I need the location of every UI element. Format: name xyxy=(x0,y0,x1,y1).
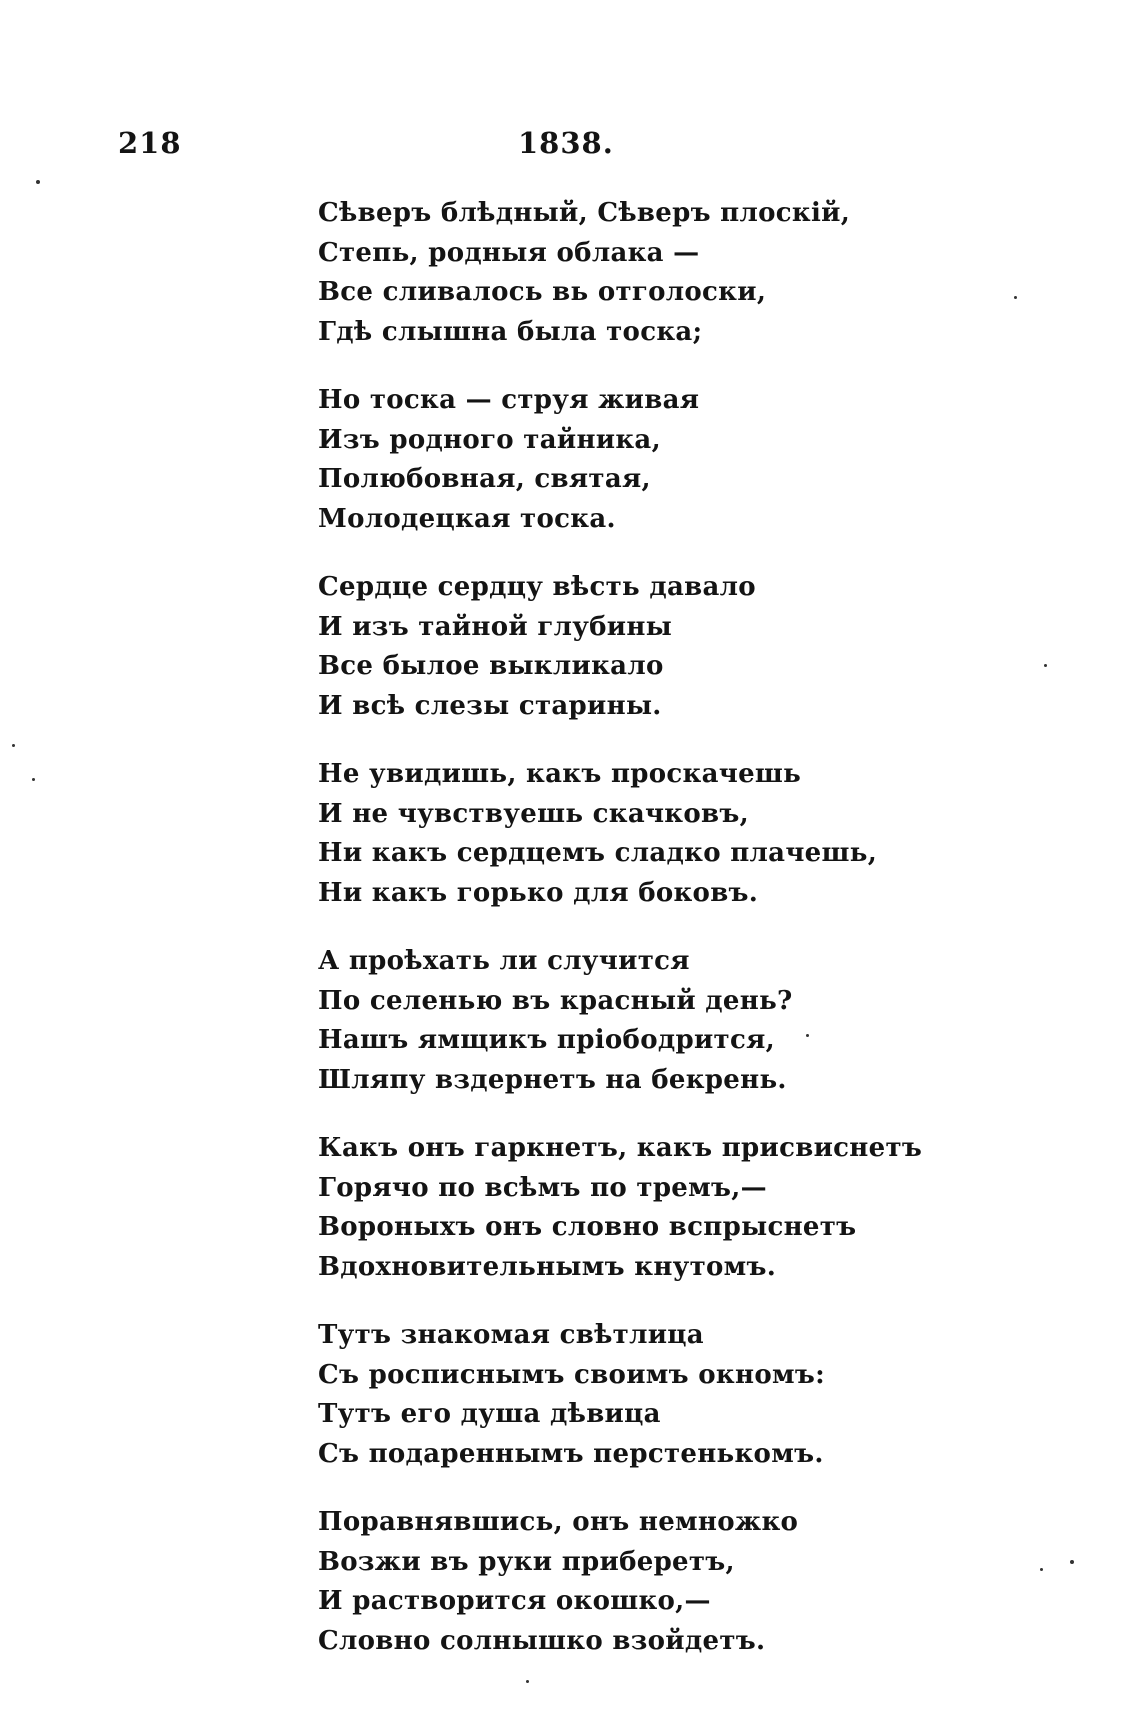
poem-line: Горячо по всѣмъ по тремъ,— xyxy=(318,1172,767,1203)
poem-line: Какъ онъ гаркнетъ, какъ присвиснетъ xyxy=(318,1133,923,1163)
poem-line: Полюбовная, святая, xyxy=(318,464,651,494)
stanza xyxy=(318,194,1078,352)
poem-line: Молодецкая тоска. xyxy=(318,503,616,534)
poem-line: И не чувствуешь скачковъ, xyxy=(318,798,749,829)
poem-line: Изъ родного тайника, xyxy=(318,424,661,455)
poem-line: Вдохновительнымъ кнутомъ. xyxy=(318,1251,777,1282)
poem-line: Съ подареннымъ перстенькомъ. xyxy=(318,1438,824,1469)
stanza xyxy=(318,1316,1078,1474)
poem-line: Сердце сердцу вѣсть давало xyxy=(318,572,756,602)
poem-line: И изъ тайной глубины xyxy=(318,611,673,642)
scan-speck xyxy=(526,1680,529,1683)
stanza xyxy=(318,942,1078,1100)
poem-line: Степь, родныя облака — xyxy=(318,237,700,268)
poem-line: Гдѣ слышна была тоска; xyxy=(318,316,703,347)
poem-line: А проѣхать ли случится xyxy=(318,946,690,976)
poem-line: Все сливалось вь отголоски, xyxy=(318,277,767,307)
scan-speck xyxy=(1044,664,1047,667)
poem-line: Ни какъ горько для боковъ. xyxy=(318,877,759,908)
poem-line: Но тоска — струя живая xyxy=(318,385,700,415)
poem-line: Поравнявшись, онъ немножко xyxy=(318,1507,799,1537)
stanza xyxy=(318,381,1078,539)
poem-line: Все былое выкликало xyxy=(318,651,664,681)
poem-line: Возжи въ руки приберетъ, xyxy=(318,1546,735,1577)
poem-line: Тутъ его душа дѣвица xyxy=(318,1399,661,1429)
stanza xyxy=(318,755,1078,913)
scan-speck xyxy=(1040,1568,1043,1571)
poem-line: Ни какъ сердцемъ сладко плачешь, xyxy=(318,838,878,868)
poem xyxy=(318,194,1078,1690)
scan-speck xyxy=(32,778,35,781)
poem-line: Словно солнышко взойдетъ. xyxy=(318,1625,766,1656)
poem-line: Вороныхъ онъ словно вспрыснетъ xyxy=(318,1212,857,1242)
poem-line: Шляпу вздернетъ на бекрень. xyxy=(318,1064,787,1095)
stanza xyxy=(318,1503,1078,1661)
running-head-year: 1838. xyxy=(518,126,614,160)
poem-line: По селенью въ красный день? xyxy=(318,985,793,1016)
poem-line: И всѣ слезы старины. xyxy=(318,690,662,721)
scan-speck xyxy=(12,744,15,747)
scan-speck xyxy=(806,1034,809,1037)
poem-line: Нашъ ямщикъ пріободрится, xyxy=(318,1025,775,1055)
scan-speck xyxy=(36,180,40,184)
poem-line: И растворится окошко,— xyxy=(318,1586,711,1616)
page-number: 218 xyxy=(118,126,182,160)
poem-line: Сѣверъ блѣдный, Сѣверъ плоскій, xyxy=(318,198,851,228)
scan-speck xyxy=(1070,1560,1074,1564)
poem-line: Не увидишь, какъ проскачешь xyxy=(318,759,802,789)
stanza xyxy=(318,1129,1078,1287)
poem-line: Съ росписнымъ своимъ окномъ: xyxy=(318,1359,825,1390)
scan-speck xyxy=(1014,296,1017,299)
stanza xyxy=(318,568,1078,726)
poem-line: Тутъ знакомая свѣтлица xyxy=(318,1320,704,1350)
